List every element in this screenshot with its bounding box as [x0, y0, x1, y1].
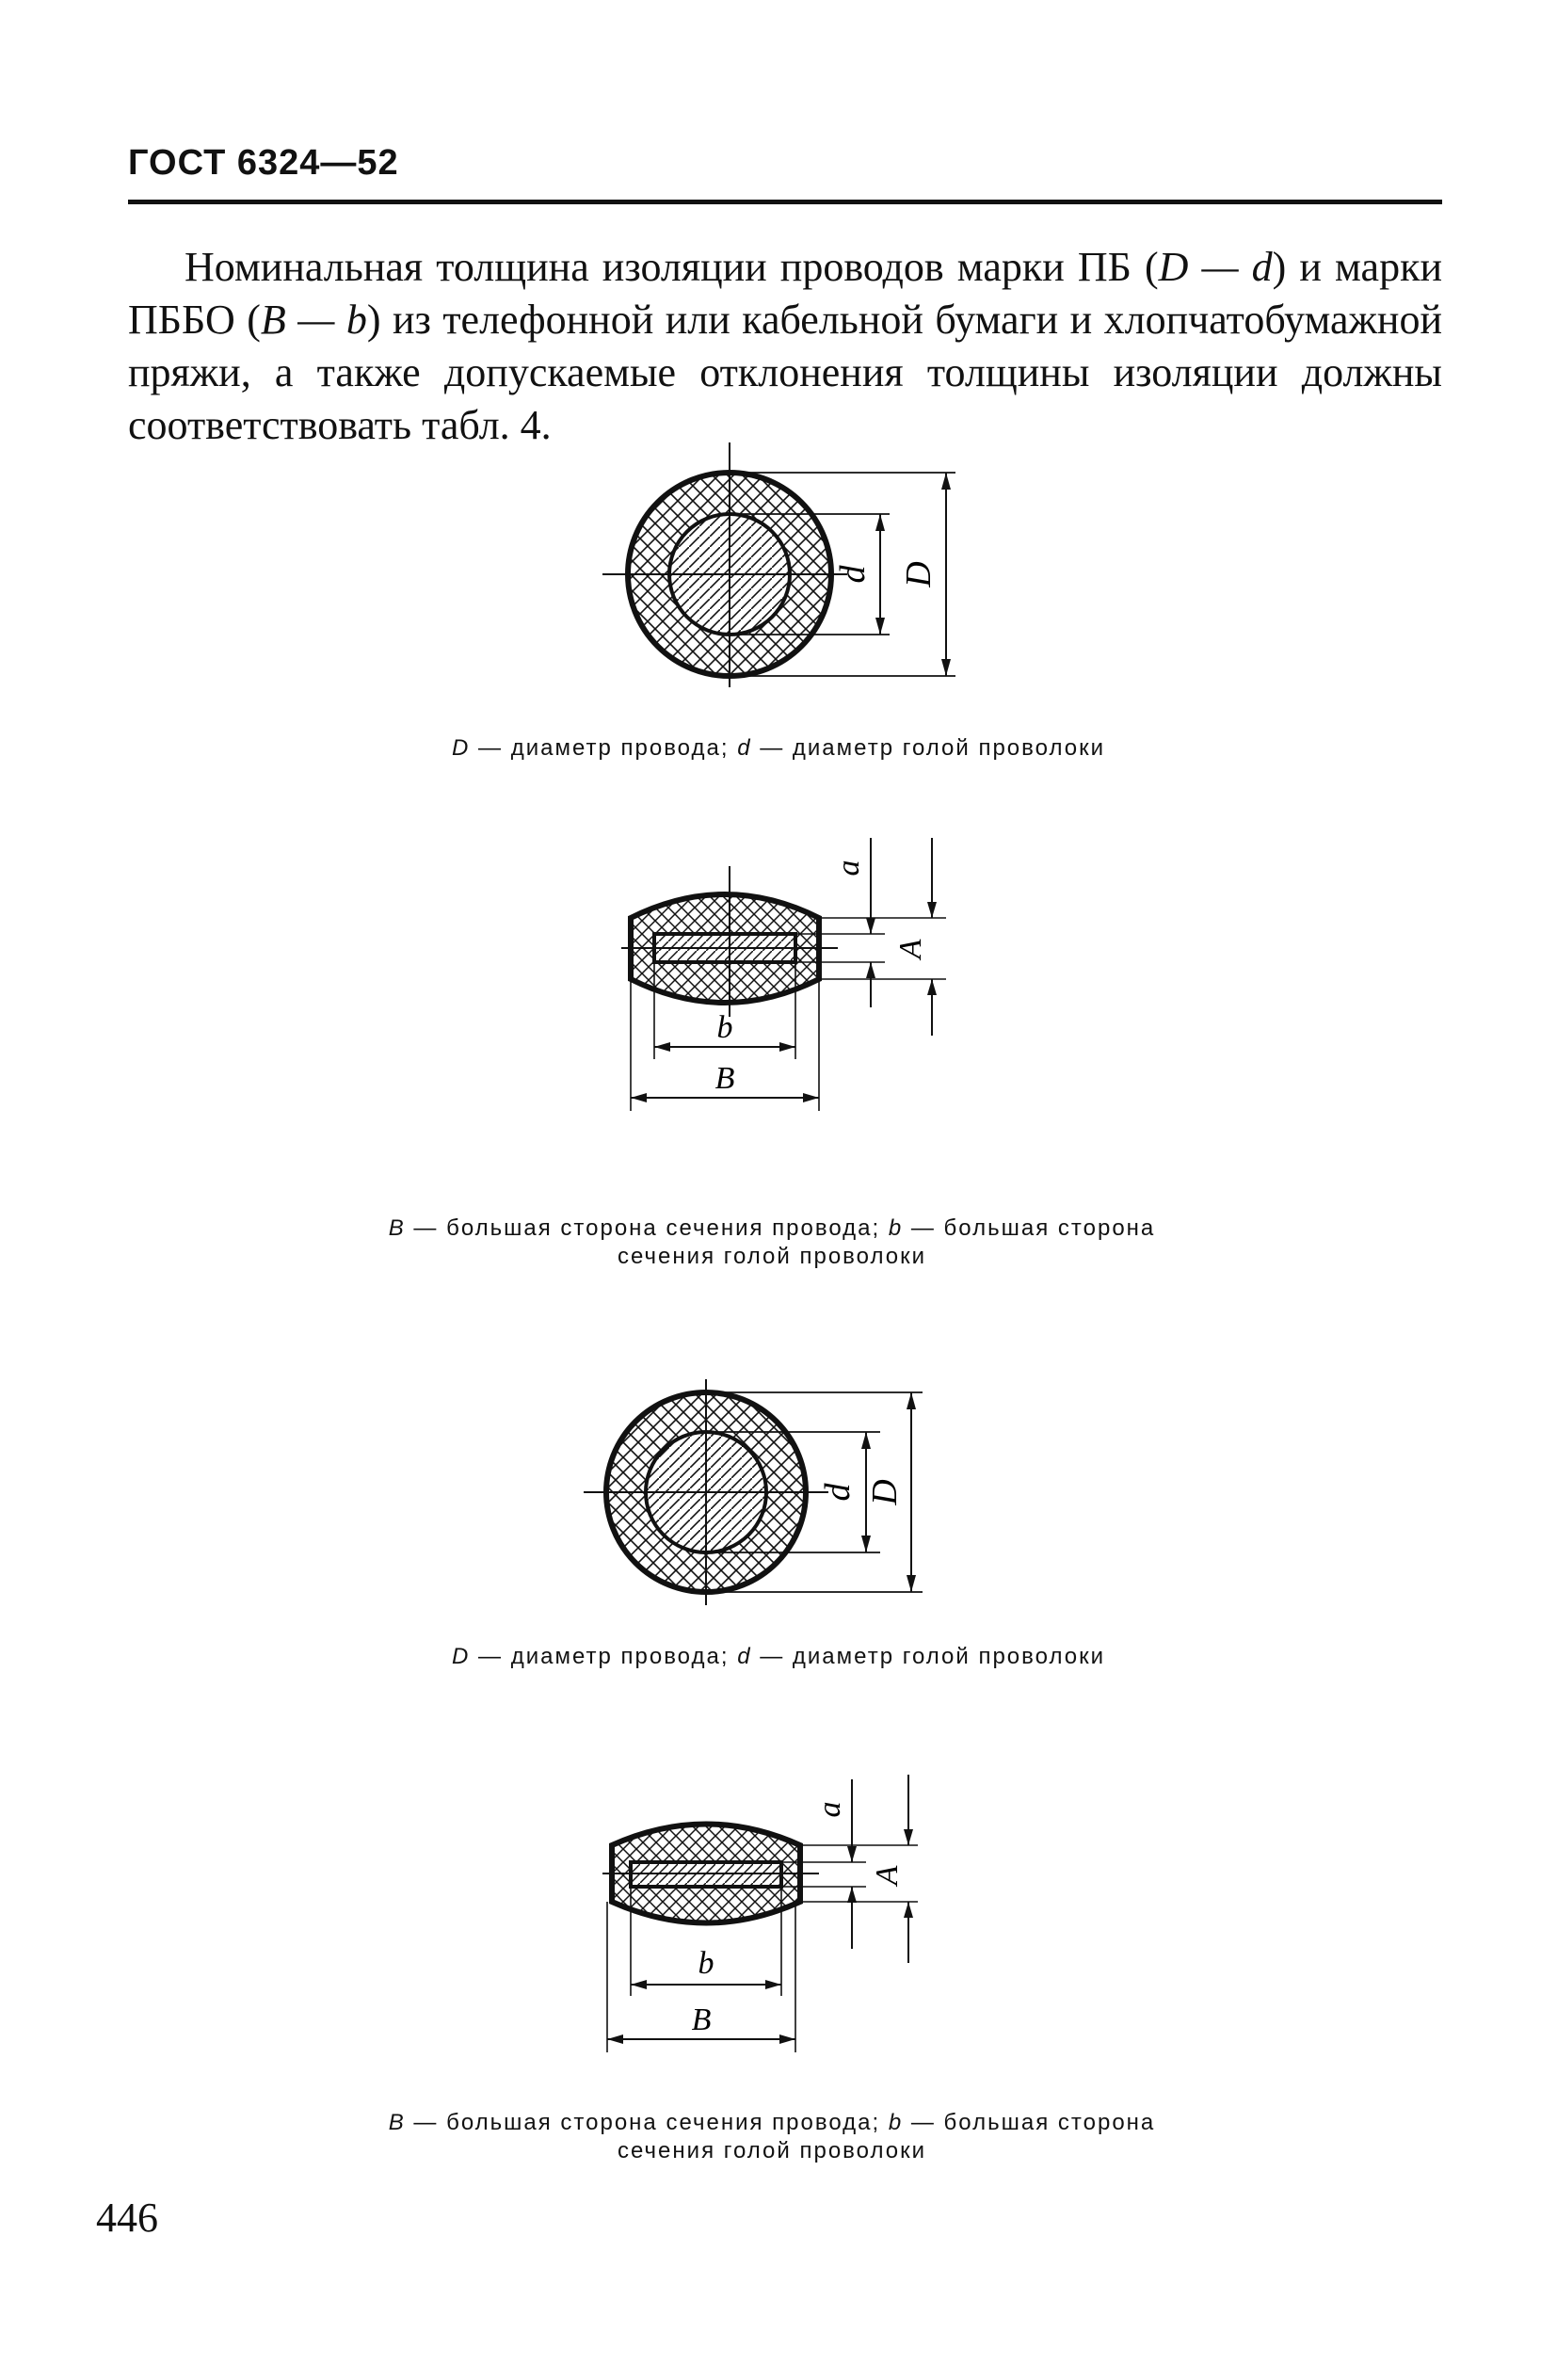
caption-text: — большая сторона сечения провода; [405, 2110, 889, 2135]
caption-text: — большая сторона сечения провода; [405, 1215, 889, 1241]
intro-text-1: Номинальная толщина изоляции проводов марки ПБ ( [185, 244, 1159, 290]
caption-text: — большая сторона сечения голой проволоки [618, 2110, 1156, 2163]
caption-symbol: D [452, 735, 471, 761]
figure-flat-wire-2 [584, 1770, 960, 2062]
caption-text: — большая сторона сечения голой проволоки [618, 1215, 1156, 1269]
figure1-caption [282, 734, 1275, 763]
label-A: A [870, 1865, 905, 1886]
label-B: B [691, 2002, 712, 2037]
figure-round-wire-1 [565, 433, 1017, 697]
caption-symbol: B [388, 2110, 406, 2135]
label-B: B [714, 1061, 735, 1096]
figure3-caption [282, 1643, 1275, 1671]
document-header: ГОСТ 6324—52 [128, 143, 399, 183]
figure2-caption [348, 1214, 1196, 1271]
figure-flat-wire-1 [602, 828, 979, 1120]
label-d: d [833, 565, 873, 584]
label-D: D [865, 1479, 905, 1505]
caption-symbol: b [888, 1215, 904, 1241]
intro-symbol-1: D — d [1158, 244, 1273, 290]
label-b: b [716, 1010, 733, 1045]
label-b: b [698, 1946, 714, 1981]
caption-symbol: D [452, 1644, 471, 1669]
caption-symbol: d [737, 735, 752, 761]
caption-text: — диаметр голой проволоки [751, 735, 1105, 761]
label-A: A [893, 939, 928, 959]
label-d: d [818, 1483, 858, 1502]
label-a: a [831, 860, 866, 876]
figure4-caption [348, 2109, 1196, 2165]
intro-paragraph [128, 241, 1442, 452]
caption-symbol: b [888, 2110, 904, 2135]
caption-text: — диаметр провода; [470, 735, 738, 761]
label-a: a [812, 1801, 847, 1818]
intro-text-3: ) из телефонной или кабельной бумаги и хлопчатобумажной пряжи, а также допускаемые отклонения толщины изоляции должны соответствовать табл. 4. [128, 297, 1443, 448]
figure-round-wire-2 [555, 1375, 970, 1610]
intro-text-2: ) и марки ПББО ( [128, 244, 1442, 343]
page-number: 446 [96, 2195, 158, 2241]
caption-symbol: d [737, 1644, 752, 1669]
caption-text: — диаметр провода; [470, 1644, 738, 1669]
header-rule [128, 200, 1442, 204]
intro-symbol-2: B — b [260, 297, 367, 343]
caption-symbol: B [388, 1215, 406, 1241]
label-D: D [899, 561, 939, 587]
caption-text: — диаметр голой проволоки [751, 1644, 1105, 1669]
